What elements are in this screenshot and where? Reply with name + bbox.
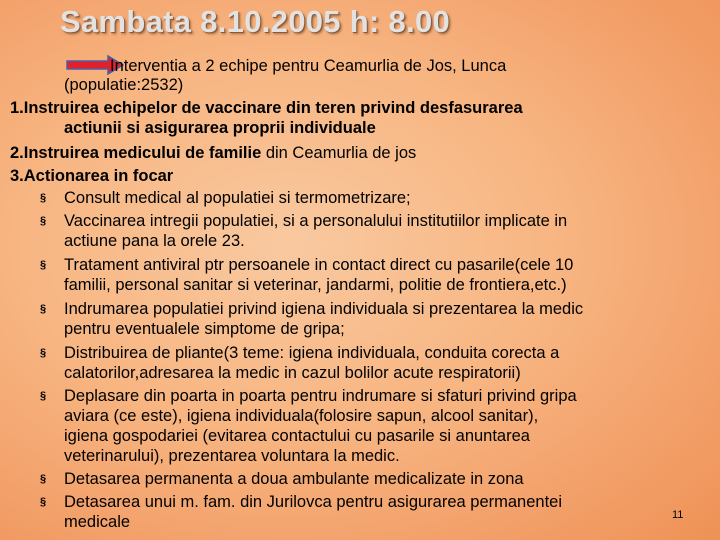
bullet-4-line-0: Distribuirea de pliante(3 teme: igiena individuala, conduita corecta a xyxy=(64,344,560,362)
bullet-5-line-1: aviara (ce este), igiena individuala(folosire sapun, alcool sanitar), xyxy=(64,407,539,425)
bullet-1-line-0: Vaccinarea intregii populatiei, si a personalului institutiilor implicate in xyxy=(64,212,568,230)
bullet-7-line-1: medicale xyxy=(64,513,131,531)
item1-line-2: actiunii si asigurarea proprii individuale xyxy=(64,119,376,137)
bullet-3-line-0: Indrumarea populatiei privind igiena individuala si prezentarea la medic xyxy=(64,300,584,318)
bullet-3-line-1: pentru eventualele simptome de gripa; xyxy=(64,320,345,338)
bullet-5-line-3: veterinarului), prezentarea voluntara la medic. xyxy=(64,447,400,465)
bullet-marker: § xyxy=(40,259,47,271)
item2-line xyxy=(10,143,416,164)
bullet-5-line-0: Deplasare din poarta in poarta pentru indrumare si sfaturi privind gripa xyxy=(64,387,577,405)
bullet-7-line-0: Detasarea unui m. fam. din Jurilovca pentru asigurarea permanentei xyxy=(64,493,563,511)
item1-line-1: 1.Instruirea echipelor de vaccinare din teren privind desfasurarea xyxy=(10,99,523,117)
bullet-2-line-1: familii, personal sanitar si veterinar, jandarmi, politie de frontiera,etc.) xyxy=(64,276,567,294)
bullet-marker: § xyxy=(40,473,47,485)
bullet-4-line-1: calatorilor,adresarea la medic in cazul bolilor acute respiratorii) xyxy=(64,364,521,382)
bullet-marker: § xyxy=(40,347,47,359)
bullet-0-line-0: Consult medical al populatiei si termometrizare; xyxy=(64,189,411,207)
page-number: 11 xyxy=(672,509,684,521)
bullet-2-line-0: Tratament antiviral ptr persoanele in contact direct cu pasarile(cele 10 xyxy=(64,256,574,274)
bullet-5-line-2: igiena gospodariei (evitarea contactului cu pasarile si anuntarea xyxy=(64,427,530,445)
bullet-marker: § xyxy=(40,303,47,315)
intro-line-2: (populatie:2532) xyxy=(64,76,184,94)
item3-line: 3.Actionarea in focar xyxy=(10,167,174,185)
item2-rest: din Ceamurlia de jos xyxy=(261,144,417,162)
bullet-1-line-1: actiune pana la orele 23. xyxy=(64,232,245,250)
item2-bold: 2.Instruirea medicului de familie xyxy=(10,144,262,162)
intro-line-1: Interventia a 2 echipe pentru Ceamurlia de Jos, Lunca xyxy=(110,57,507,75)
bullet-marker: § xyxy=(40,215,47,227)
bullet-marker: § xyxy=(40,192,47,204)
bullet-marker: § xyxy=(40,496,47,508)
bullet-marker: § xyxy=(40,390,47,402)
slide-title: Sambata 8.10.2005 h: 8.00 xyxy=(60,4,451,39)
bullet-6-line-0: Detasarea permanenta a doua ambulante medicalizate in zona xyxy=(64,470,524,488)
